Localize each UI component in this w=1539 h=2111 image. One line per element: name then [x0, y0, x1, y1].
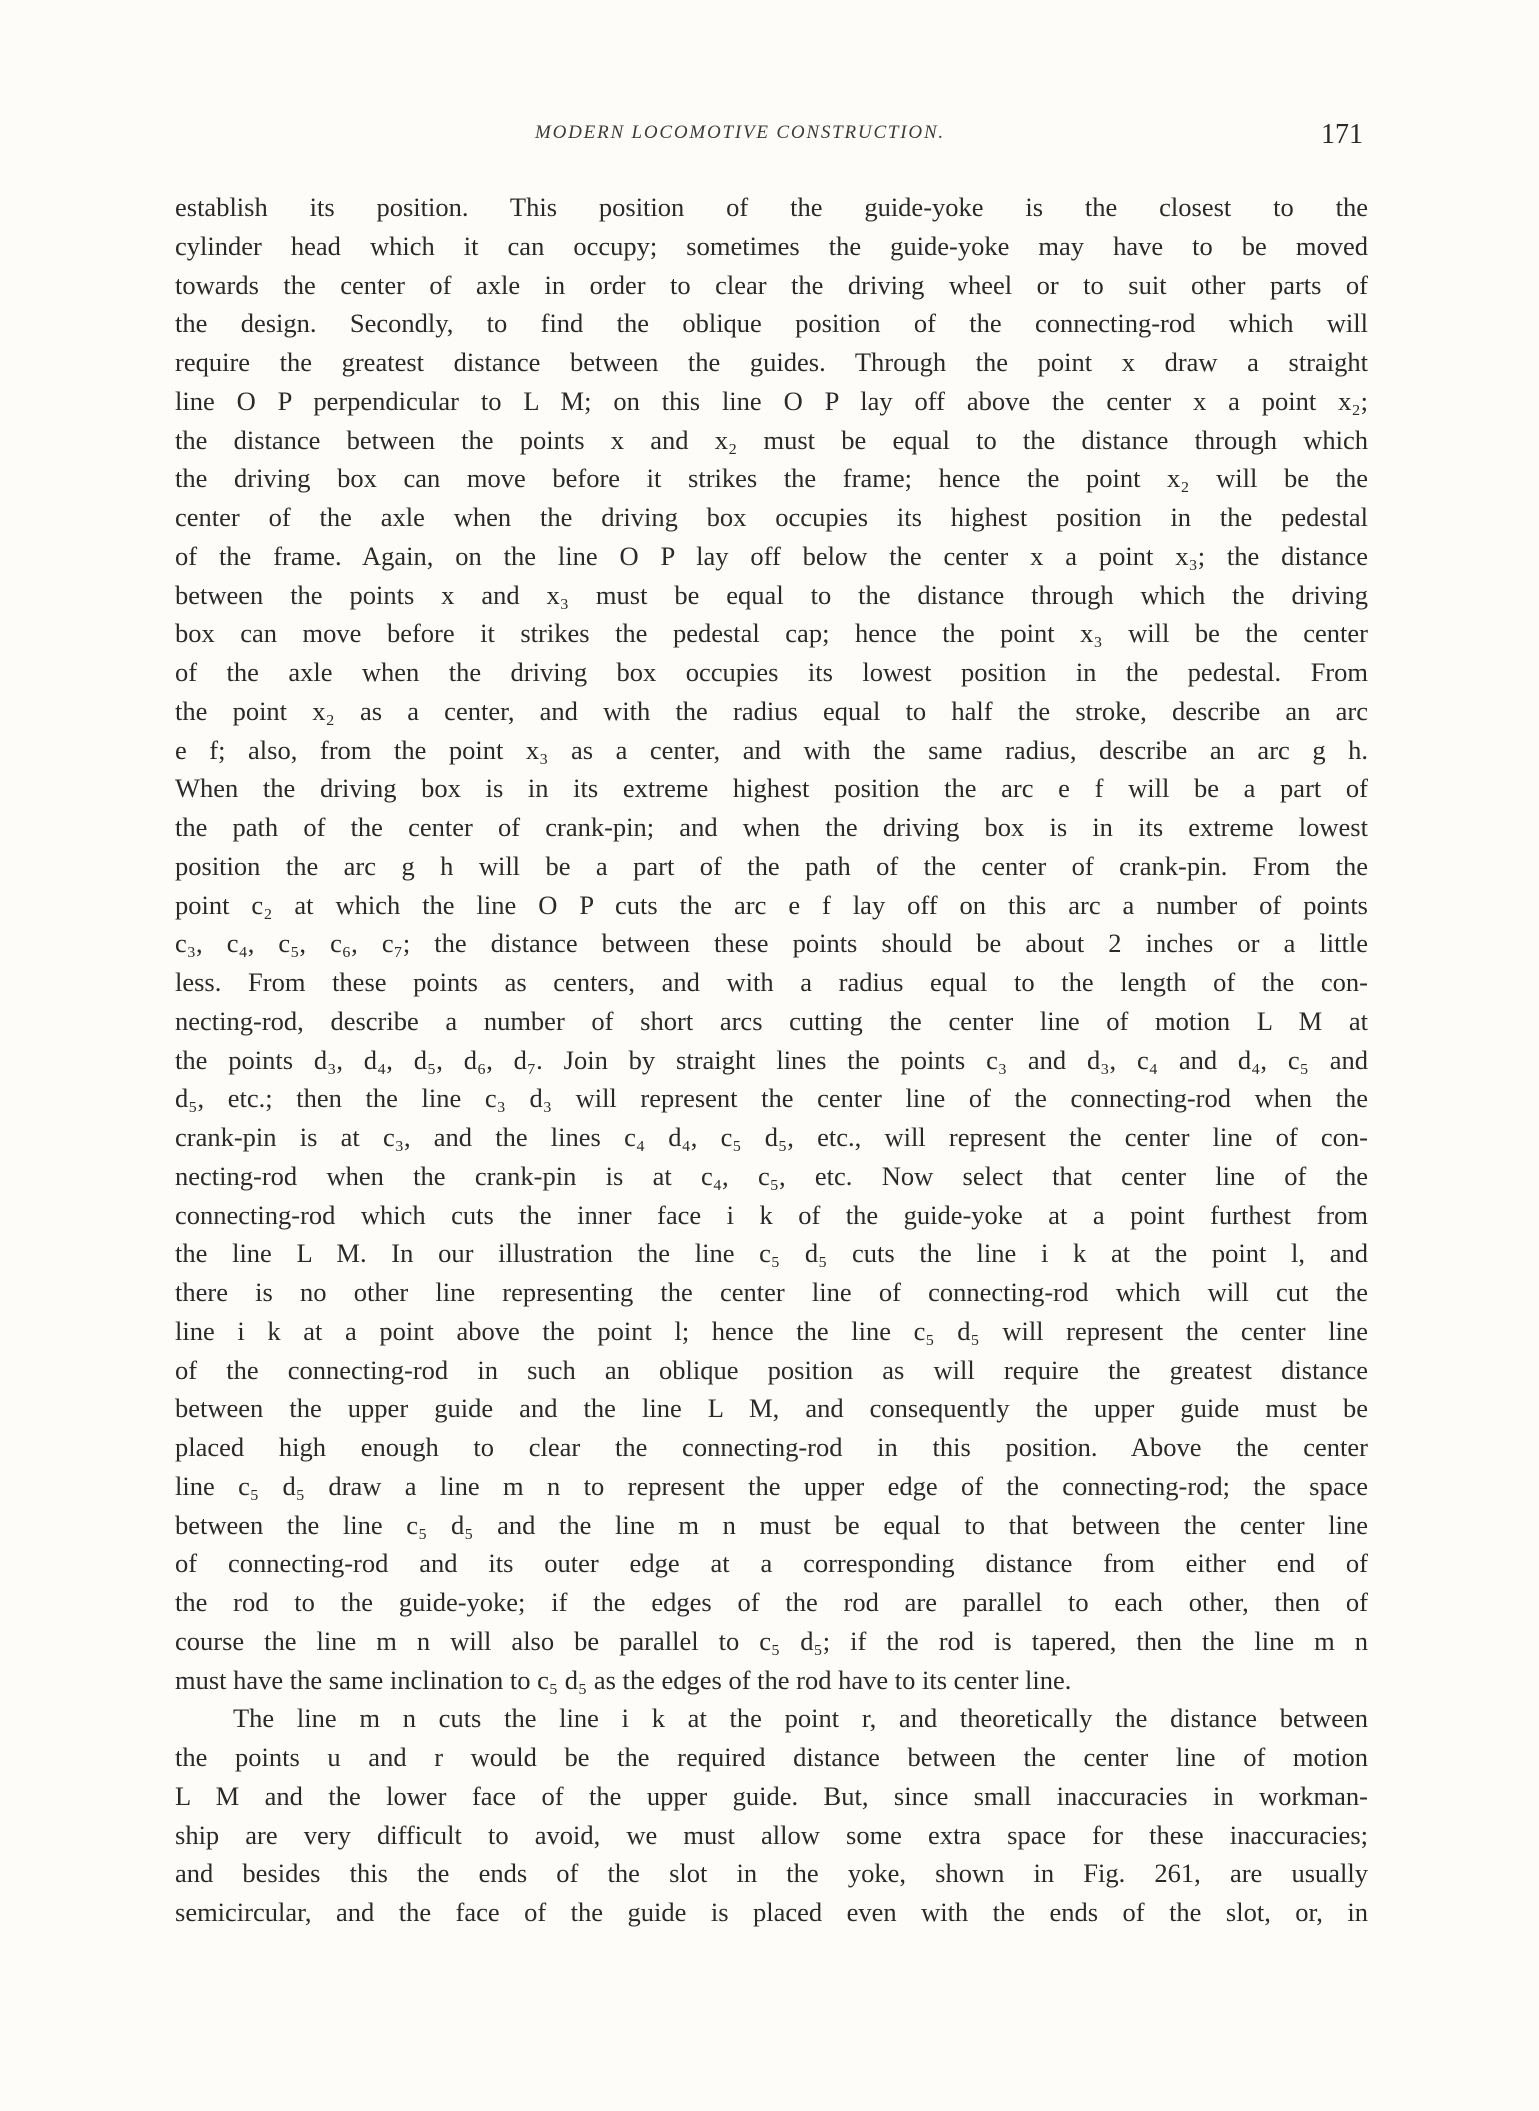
paragraph-2-line: The line m n cuts the line i k at the point r, and theoretically the distance between — [233, 1703, 1368, 1734]
paragraph-2-line: the points u and r would be the required distance between the center line of motion — [175, 1742, 1368, 1772]
paragraph-1-line: course the line m n will also be parallel to c₅ d₅; if the rod is tapered, then the line m n — [175, 1625, 1368, 1656]
paragraph-1-line: necting-rod when the crank-pin is at c₄, c₅, etc. Now select that center line of the — [175, 1160, 1368, 1191]
paragraph-1-line: less. From these points as centers, and with a radius equal to the length of the con- — [175, 967, 1368, 997]
paragraph-1-line: the design. Secondly, to find the oblique position of the connecting-rod which will — [175, 308, 1368, 339]
paragraph-1-line: must have the same inclination to c₅ d₅ as the edges of the rod have to its center line. — [175, 1664, 1072, 1695]
paragraph-2-line: semicircular, and the face of the guide is placed even with the ends of the slot, or, in — [175, 1897, 1368, 1927]
paragraph-1-line: line O P perpendicular to L M; on this line O P lay off above the center x a point x₂; — [175, 385, 1368, 416]
paragraph-1-line: cylinder head which it can occupy; sometimes the guide-yoke may have to be moved — [175, 230, 1368, 261]
paragraph-1-line: the driving box can move before it strikes the frame; hence the point x₂ will be the — [175, 463, 1368, 494]
paragraph-1-line: e f; also, from the point x₃ as a center, and with the same radius, describe an arc g h. — [175, 734, 1368, 765]
paragraph-1-line: between the line c₅ d₅ and the line m n must be equal to that between the center line — [175, 1509, 1368, 1540]
paragraph-1-line: crank-pin is at c₃, and the lines c₄ d₄, c₅ d₅, etc., will represent the center line of con- — [175, 1122, 1368, 1152]
paragraph-1-line: of the axle when the driving box occupies its lowest position in the pedestal. From — [175, 657, 1368, 687]
paragraph-1-line: line c₅ d₅ draw a line m n to represent the upper edge of the connecting-rod; the space — [175, 1470, 1368, 1501]
paragraph-1-line: between the points x and x₃ must be equal to the distance through which the driving — [175, 579, 1368, 610]
paragraph-2-line: and besides this the ends of the slot in the yoke, shown in Fig. 261, are usually — [175, 1858, 1368, 1889]
paragraph-1-line: box can move before it strikes the pedestal cap; hence the point x₃ will be the center — [175, 618, 1368, 649]
paragraph-2-line: L M and the lower face of the upper guide. But, since small inaccuracies in workman- — [175, 1780, 1368, 1811]
paragraph-1-line: the path of the center of crank-pin; and when the driving box is in its extreme lowest — [175, 812, 1368, 842]
paragraph-1-line: point c₂ at which the line O P cuts the arc e f lay off on this arc a number of points — [175, 889, 1368, 920]
paragraph-1-line: the distance between the points x and x₂ must be equal to the distance through which — [175, 424, 1368, 455]
paragraph-1-line: require the greatest distance between the guides. Through the point x draw a straight — [175, 347, 1368, 377]
paragraph-1-line: establish its position. This position of the guide-yoke is the closest to the — [175, 192, 1368, 222]
paragraph-1-line: the points d₃, d₄, d₅, d₆, d₇. Join by straight lines the points c₃ and d₃, c₄ and d₄, c₅ and — [175, 1044, 1368, 1075]
paragraph-1-line: When the driving box is in its extreme highest position the arc e f will be a part of — [175, 773, 1368, 804]
running-head: MODERN LOCOMOTIVE CONSTRUCTION. — [535, 122, 945, 143]
paragraph-1-line: the point x₂ as a center, and with the radius equal to half the stroke, describe an arc — [175, 695, 1368, 726]
paragraph-1-line: c₃, c₄, c₅, c₆, c₇; the distance between these points should be about 2 inches or a little — [175, 928, 1368, 959]
page-number: 171 — [1321, 119, 1363, 150]
paragraph-1-line: the rod to the guide-yoke; if the edges of the rod are parallel to each other, then of — [175, 1587, 1368, 1617]
paragraph-1-line: of the connecting-rod in such an oblique position as will require the greatest distance — [175, 1354, 1368, 1385]
paragraph-1-line: there is no other line representing the center line of connecting-rod which will cut the — [175, 1277, 1368, 1307]
paragraph-1-line: d₅, etc.; then the line c₃ d₃ will represent the center line of the connecting-rod when the — [175, 1083, 1368, 1114]
paragraph-1-line: between the upper guide and the line L M, and consequently the upper guide must be — [175, 1393, 1368, 1424]
paragraph-1-line: towards the center of axle in order to clear the driving wheel or to suit other parts of — [175, 269, 1368, 300]
paragraph-1-line: necting-rod, describe a number of short arcs cutting the center line of motion L M at — [175, 1005, 1368, 1036]
paragraph-1-line: line i k at a point above the point l; hence the line c₅ d₅ will represent the center line — [175, 1315, 1368, 1346]
paragraph-1-line: the line L M. In our illustration the line c₅ d₅ cuts the line i k at the point l, and — [175, 1238, 1368, 1269]
paragraph-1-line: of the frame. Again, on the line O P lay off below the center x a point x₃; the distance — [175, 540, 1368, 571]
paragraph-1-line: connecting-rod which cuts the inner face i k of the guide-yoke at a point furthest from — [175, 1199, 1368, 1230]
paragraph-2-line: ship are very difficult to avoid, we must allow some extra space for these inaccuracies; — [175, 1819, 1368, 1850]
paragraph-1-line: position the arc g h will be a part of the path of the center of crank-pin. From the — [175, 850, 1368, 881]
paragraph-1-line: center of the axle when the driving box occupies its highest position in the pedestal — [175, 502, 1368, 532]
paragraph-1-line: placed high enough to clear the connecting-rod in this position. Above the center — [175, 1432, 1368, 1462]
body-text — [175, 188, 1368, 1932]
paragraph-1-line: of connecting-rod and its outer edge at a corresponding distance from either end of — [175, 1548, 1368, 1579]
